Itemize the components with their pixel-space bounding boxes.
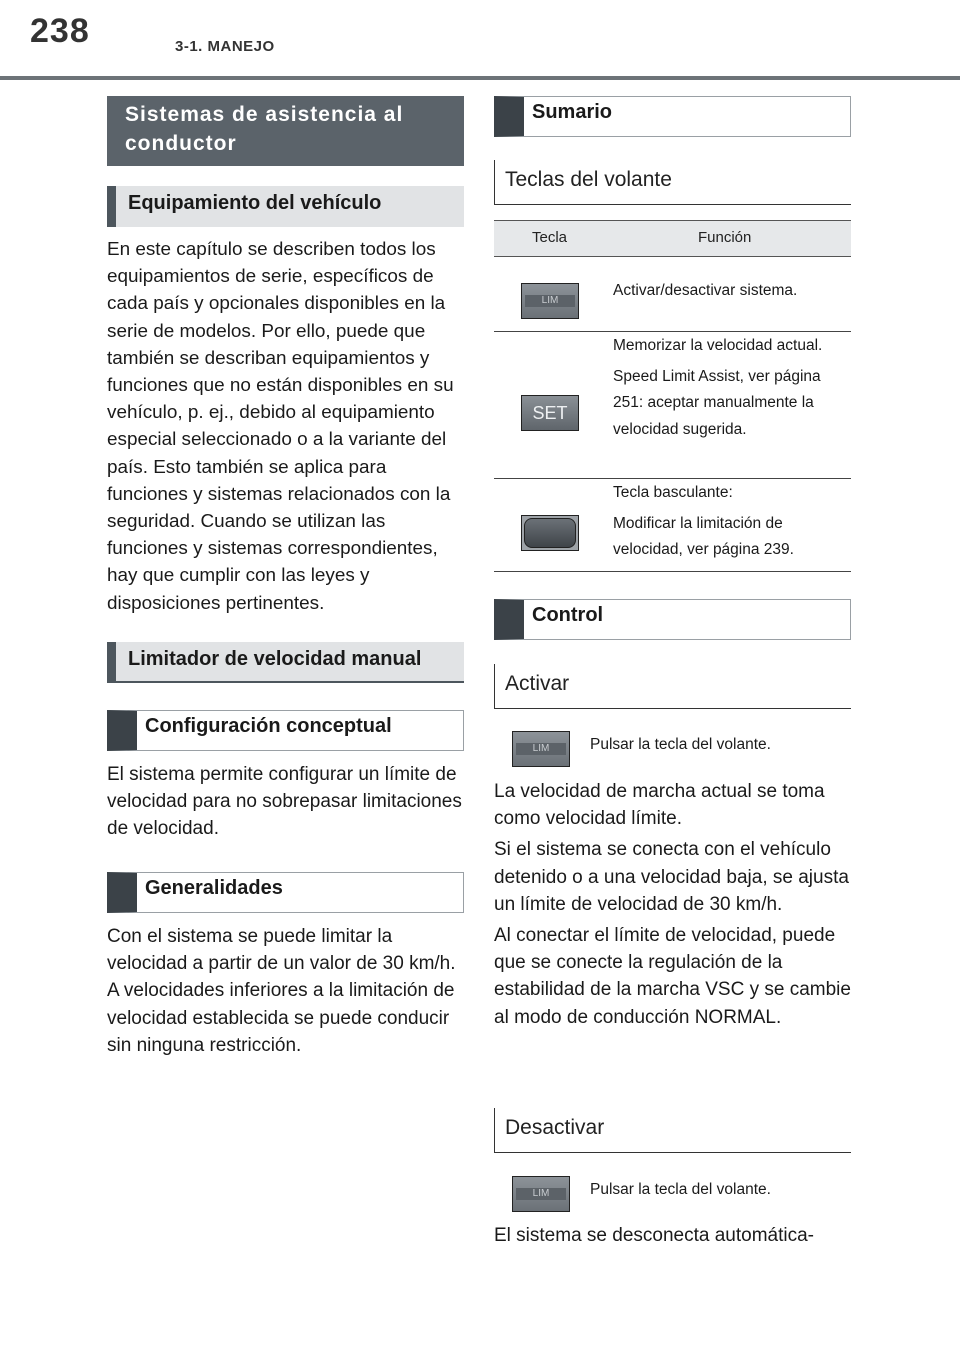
control-heading: Control bbox=[494, 599, 851, 640]
lim-key-label: LIM bbox=[516, 1188, 566, 1200]
equipment-heading: Equipamiento del vehículo bbox=[107, 186, 464, 227]
deactivate-heading: Desactivar bbox=[494, 1108, 851, 1153]
lim-key-icon bbox=[512, 731, 570, 767]
set-key-icon: SET bbox=[521, 395, 579, 431]
lim-key-label: LIM bbox=[516, 743, 566, 755]
lim-key-icon bbox=[512, 1176, 570, 1212]
table-row-divider bbox=[494, 478, 851, 479]
column-header-key: Tecla bbox=[532, 229, 568, 246]
function-text: Activar/desactivar sistema. bbox=[613, 282, 798, 299]
general-heading: Generalidades bbox=[107, 872, 464, 913]
activate-paragraph: La velocidad de marcha actual se toma como velocidad límite. bbox=[494, 781, 825, 830]
function-text: Memorizar la velocidad actual. bbox=[613, 337, 823, 354]
table-row-divider bbox=[494, 571, 851, 572]
table-row-function bbox=[613, 333, 853, 447]
function-text: Tecla basculante: bbox=[613, 484, 733, 501]
page-number: 238 bbox=[30, 12, 90, 50]
function-text: Modificar la limitación de velocidad, ver página 239. bbox=[613, 514, 794, 558]
table-row-function bbox=[613, 278, 853, 309]
equipment-paragraph: En este capítulo se describen todos los equipamientos de serie, específicos de cada país y opcionales disponibles en la serie de modelos. Por ello, puede que también se describan equipamientos y funciones que no están disponibles en su vehículo, p. ej., debido al equipamiento especial seleccionado o a la variante del país. Esto también se aplica para funciones y sistemas relacionados con la seguridad. Cuando se utilizan las funciones y sistemas correspondientes, hay que cumplir con las leyes y disposiciones pertinentes. bbox=[107, 239, 454, 614]
concept-paragraph: El sistema permite configurar un límite de velocidad para no sobrepasar limitaciones de velocidad. bbox=[107, 764, 462, 840]
rocker-key-icon bbox=[521, 515, 579, 551]
activate-paragraph: Al conectar el límite de velocidad, puede que se conecte la regulación de la estabilidad de la marcha VSC y se cambie al modo de conducción NORMAL. bbox=[494, 925, 851, 1028]
table-row-function bbox=[613, 480, 853, 568]
summary-heading: Sumario bbox=[494, 96, 851, 137]
section-title: Sistemas de asistencia al conductor bbox=[107, 96, 464, 166]
deactivate-paragraph: El sistema se desconecta automática- bbox=[494, 1225, 814, 1246]
activate-paragraphs bbox=[494, 778, 854, 1035]
table-header bbox=[494, 220, 851, 257]
lim-key-icon bbox=[521, 283, 579, 319]
activate-paragraph: Si el sistema se conecta con el vehículo detenido o a una velocidad baja, se ajusta un límite de velocidad de 30 km/h. bbox=[494, 839, 849, 915]
function-text: Speed Limit Assist, ver página 251: aceptar manualmente la velocidad sugerida. bbox=[613, 367, 821, 438]
activate-instruction: Pulsar la tecla del volante. bbox=[590, 736, 771, 753]
concept-heading: Configuración conceptual bbox=[107, 710, 464, 751]
activate-heading: Activar bbox=[494, 664, 851, 709]
deactivate-instruction: Pulsar la tecla del volante. bbox=[590, 1181, 771, 1198]
lim-key-label: LIM bbox=[525, 295, 575, 307]
limiter-heading: Limitador de velocidad manual bbox=[107, 642, 464, 683]
chapter-title: 3-1. MANEJO bbox=[175, 38, 275, 55]
header-rule bbox=[0, 76, 960, 80]
column-header-function: Función bbox=[698, 229, 752, 246]
table-row-divider bbox=[494, 331, 851, 332]
general-paragraph: Con el sistema se puede limitar la velocidad a partir de un valor de 30 km/h. A velocidades inferiores a la limitación de velocidad establecida se puede conducir sin ninguna restricción. bbox=[107, 926, 456, 1056]
wheel-keys-heading: Teclas del volante bbox=[494, 160, 851, 205]
